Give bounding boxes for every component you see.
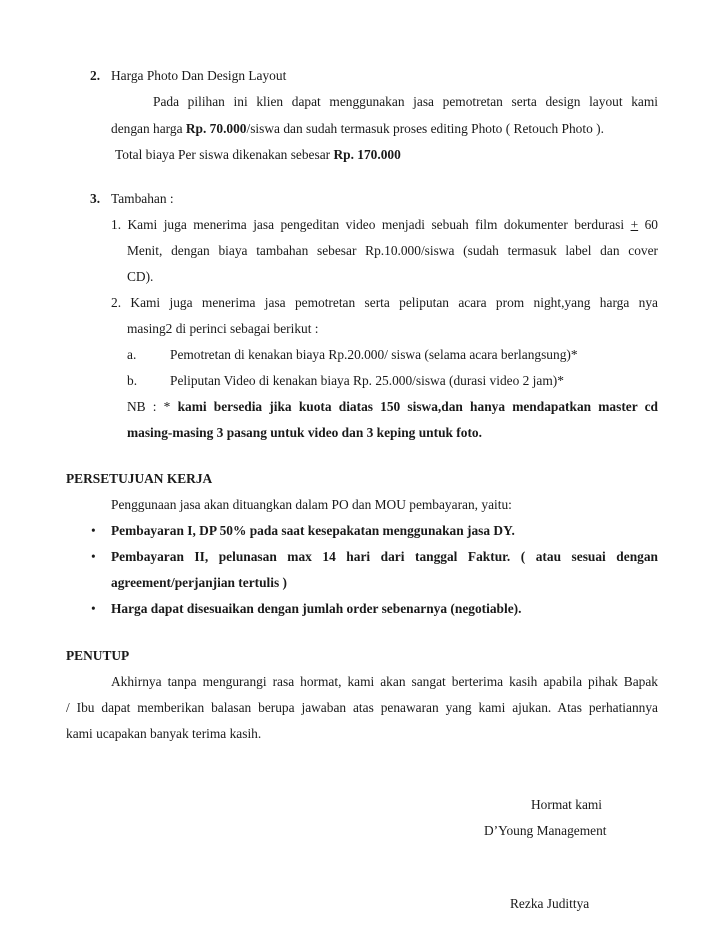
price-detail: /siswa dan sudah termasuk proses editing Photo ( Retouch Photo ). (246, 121, 604, 136)
section-3-title: Tambahan : (111, 191, 174, 206)
nb-line1 (127, 398, 658, 416)
item-1-text: 1. Kami juga menerima jasa pengeditan video menjadi sebuah film dokumenter berdurasi (111, 217, 631, 232)
section-2-number: 2. (90, 68, 101, 83)
price-intro: dengan harga (111, 121, 186, 136)
bullet-icon: • (91, 549, 96, 564)
section-2-para-line1: Pada pilihan ini klien dapat menggunakan jasa pemotretan serta design layout kami (153, 94, 658, 109)
plus-minus-symbol: + (630, 217, 639, 232)
section-3-number: 3. (90, 191, 101, 206)
sub-item-b-label: b. (127, 373, 138, 388)
total-value: Rp. 170.000 (333, 147, 401, 162)
penutup-line3: kami ucapakan banyak terima kasih. (66, 726, 262, 741)
total-intro: Total biaya Per siswa dikenakan sebesar (115, 147, 334, 162)
bullet-1: Pembayaran I, DP 50% pada saat kesepakatan menggunakan jasa DY. (111, 523, 515, 538)
section-2-title: Harga Photo Dan Design Layout (111, 68, 287, 83)
sub-item-a-label: a. (127, 347, 137, 362)
item-1-line2: Menit, dengan biaya tambahan sebesar Rp.10.000/siswa (sudah termasuk label dan cover (127, 243, 658, 258)
item-1-line3: CD). (127, 269, 154, 284)
sub-item-b-text: Peliputan Video di kenakan biaya Rp. 25.000/siswa (durasi video 2 jam)* (170, 373, 564, 388)
item-2-line1: 2. Kami juga menerima jasa pemotretan serta peliputan acara prom night,yang harga nya (111, 295, 658, 310)
nb-line2: masing-masing 3 pasang untuk video dan 3 keping untuk foto. (127, 425, 482, 440)
nb-label: NB : * (127, 399, 178, 414)
penutup-line1: Akhirnya tanpa mengurangi rasa hormat, kami akan sangat berterima kasih apabila pihak Bapak (111, 674, 658, 689)
bullet-2-line1: Pembayaran II, pelunasan max 14 hari dari tanggal Faktur. ( atau sesuai dengan (111, 549, 658, 564)
persetujuan-heading: PERSETUJUAN KERJA (66, 471, 213, 486)
bullet-2-line2: agreement/perjanjian tertulis ) (111, 575, 288, 590)
persetujuan-intro: Penggunaan jasa akan dituangkan dalam PO dan MOU pembayaran, yaitu: (111, 497, 512, 512)
item-1-duration: 60 (638, 217, 658, 232)
section-2-para-line2 (111, 120, 604, 138)
section-2-total (115, 146, 401, 164)
bullet-3: Harga dapat disesuaikan dengan jumlah order sebenarnya (negotiable). (111, 601, 522, 616)
signatory-name: Rezka Judittya (510, 896, 590, 911)
penutup-line2: / Ibu dapat memberikan balasan berupa jawaban atas penawaran yang kami ajukan. Atas perhatiannya (66, 700, 658, 715)
bullet-icon: • (91, 601, 96, 616)
sub-item-a-text: Pemotretan di kenakan biaya Rp.20.000/ siswa (selama acara berlangsung)* (170, 347, 578, 362)
closing-salutation: Hormat kami (531, 797, 603, 812)
nb-note: kami bersedia jika kuota diatas 150 siswa,dan hanya mendapatkan master cd (177, 399, 659, 414)
bullet-icon: • (91, 523, 96, 538)
price-value: Rp. 70.000 (185, 121, 247, 136)
item-2-line2: masing2 di perinci sebagai berikut : (127, 321, 319, 336)
item-1-line1 (111, 216, 658, 234)
company-name: D’Young Management (484, 823, 607, 838)
penutup-heading: PENUTUP (66, 648, 130, 663)
